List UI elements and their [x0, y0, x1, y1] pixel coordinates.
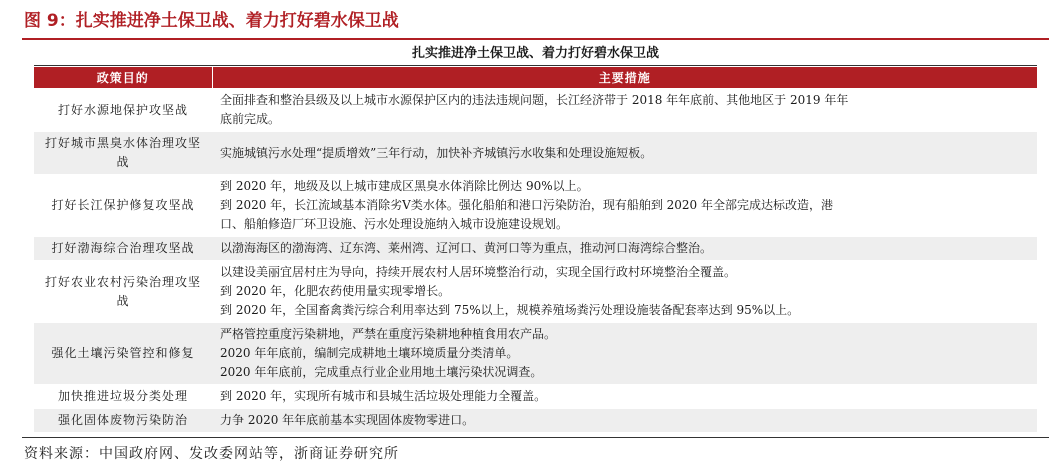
table-row: [34, 323, 1037, 385]
caption-divider: [34, 65, 1037, 66]
measure-line: 到 2020 年，化肥农药使用量实现零增长。: [220, 284, 451, 298]
table-row: [34, 409, 1037, 433]
goal-cell: 打好长江保护修复攻坚战: [34, 175, 212, 237]
table-row: [34, 132, 1037, 175]
source-note: 资料来源：中国政府网、发改委网站等，浙商证券研究所: [24, 446, 399, 462]
measures-cell: [212, 261, 1037, 323]
measures-cell: [212, 385, 1037, 409]
table-row: [34, 237, 1037, 261]
table-caption: 扎实推进净土保卫战、着力打好碧水保卫战: [411, 46, 659, 61]
measures-cell: [212, 175, 1037, 237]
measure-line: 到 2020 年，实现所有城市和县城生活垃圾处理能力全覆盖。: [220, 389, 547, 403]
measures-cell: [212, 409, 1037, 433]
table-row: [34, 385, 1037, 409]
measure-line: 实施城镇污水处理“提质增效”三年行动，加快补齐城镇污水收集和处理设施短板。: [220, 145, 653, 160]
goal-cell: 打好渤海综合治理攻坚战: [34, 237, 212, 261]
measure-line: 全面排查和整治县级及以上城市水源保护区内的违法违规问题，长江经济带于 2018 年年底前、其他地区于 2019 年年: [220, 93, 849, 107]
goal-cell: 打好城市黑臭水体治理攻坚战: [34, 132, 212, 175]
measure-line: 底前完成。: [220, 112, 281, 126]
goal-cell: 打好水源地保护攻坚战: [34, 89, 212, 132]
measure-line: 到 2020 年，地级及以上城市建成区黑臭水体消除比例达 90%以上。: [220, 179, 589, 193]
table-body: [34, 89, 1037, 433]
table-row: [34, 175, 1037, 237]
header-goal: 政策目的: [34, 67, 212, 89]
table-row: [34, 261, 1037, 323]
measure-line: 力争 2020 年年底前基本实现固体废物零进口。: [220, 413, 475, 427]
header-measures: 主要措施: [212, 67, 1037, 89]
policy-table: [34, 67, 1037, 432]
measure-line: 口、船舶修造厂环卫设施、污水处理设施纳入城市设施建设规划。: [220, 217, 569, 231]
figure-title: 图 9：扎实推进净土保卫战、着力打好碧水保卫战: [24, 11, 399, 31]
goal-cell: 强化土壤污染管控和修复: [34, 323, 212, 385]
table-row: [34, 89, 1037, 132]
measure-line: 严格管控重度污染耕地，严禁在重度污染耕地种植食用农产品。: [220, 327, 557, 341]
measure-line: 以建设美丽宜居村庄为导向，持续开展农村人居环境整治行动，实现全国行政村环境整治全覆盖。: [220, 265, 737, 279]
measure-line: 到 2020 年，全国畜禽粪污综合利用率达到 75%以上，规模养殖场粪污处理设施装备配套率达到 95%以上。: [220, 303, 800, 317]
measure-line: 到 2020 年，长江流域基本消除劣Ⅴ类水体。强化船舶和港口污染防治，现有船舶到 2020 年全部完成达标改造，港: [220, 198, 834, 212]
table-header-row: [34, 67, 1037, 89]
measure-line: 2020 年年底前，编制完成耕地土壤环境质量分类清单。: [220, 346, 519, 360]
goal-cell: 加快推进垃圾分类处理: [34, 385, 212, 409]
title-divider: [22, 38, 1049, 40]
measures-cell: [212, 323, 1037, 385]
measures-cell: [212, 132, 1037, 175]
measure-line: 以渤海海区的渤海湾、辽东湾、莱州湾、辽河口、黄河口等为重点，推动河口海湾综合整治。: [220, 241, 713, 255]
goal-cell: 打好农业农村污染治理攻坚战: [34, 261, 212, 323]
measure-line: 2020 年年底前，完成重点行业企业用地土壤污染状况调查。: [220, 365, 543, 379]
measures-cell: [212, 237, 1037, 261]
measures-cell: [212, 89, 1037, 132]
goal-cell: 强化固体废物污染防治: [34, 409, 212, 433]
bottom-divider: [22, 437, 1049, 438]
